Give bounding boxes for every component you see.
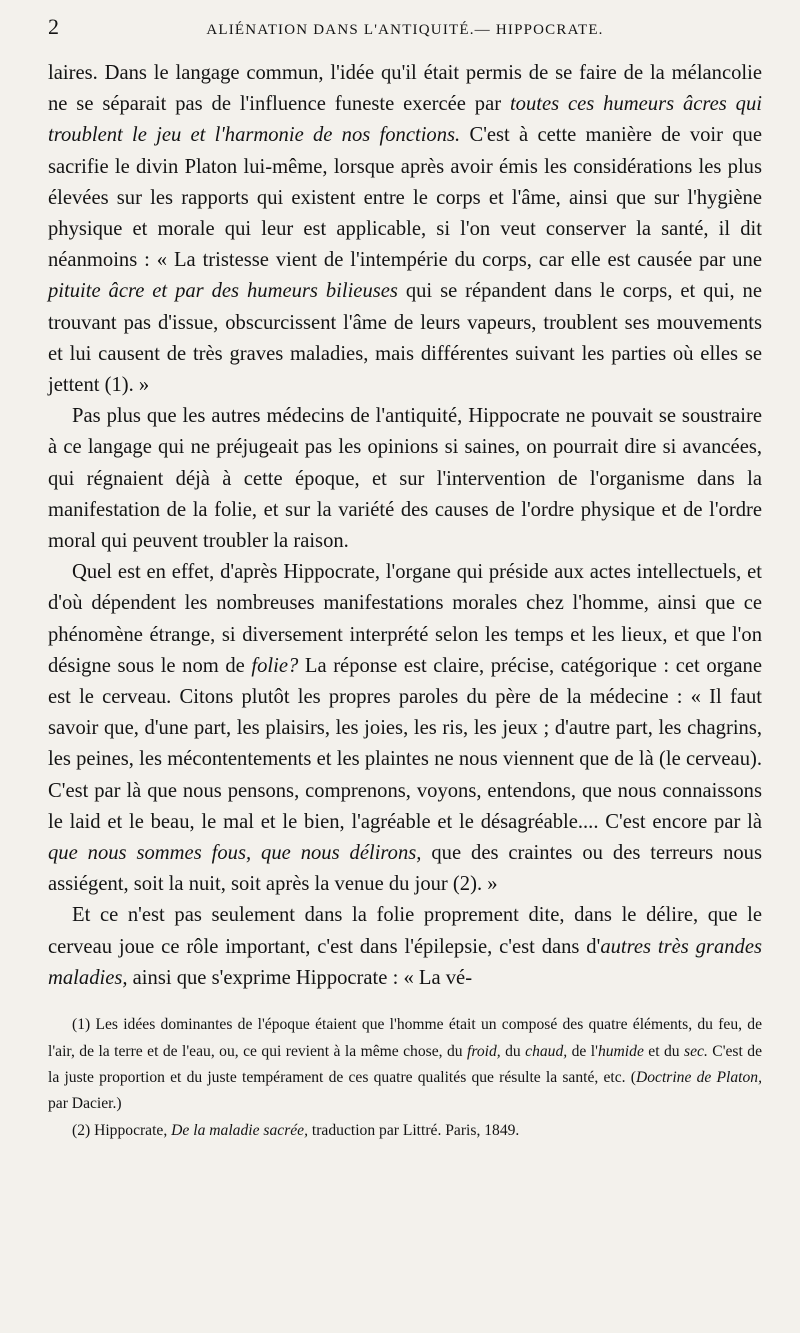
italic-text: que nous sommes fous, que nous délirons, <box>48 842 422 865</box>
italic-text: sec. <box>684 1042 708 1060</box>
footnote <box>48 1118 762 1144</box>
italic-text: pituite âcre et par des humeurs bilieuses <box>48 280 398 303</box>
italic-text: folie? <box>251 654 299 677</box>
text-run: C'est à cette manière de voir que sacrifie le divin Platon lui-même, lorsque après avoir émis les considérations les plus élevées sur les rapports qui existent entre le corps et l'âme, ainsi que sur l'hygiène physique et morale qui leur est applicable, si l'on veut conserver la santé, il dit néanmoins : « La tristesse vient de l'intempérie du corps, car elle est causée par une <box>48 124 762 272</box>
text-run: ainsi que s'exprime Hippocrate : « La vé- <box>127 966 473 989</box>
page-number: 2 <box>48 14 59 39</box>
text-run: qui se répandent dans le corps, et qui, ne trouvant pas d'issue, obscurcissent l'âme de leurs vapeurs, troublent ses mouvements et lui causent de très graves maladies, mais différentes suivant les parties où elles se jettent (1). » <box>48 280 762 397</box>
text-run: de l' <box>567 1042 598 1060</box>
text-run: (2) Hippocrate, <box>72 1121 172 1139</box>
running-head: ALIÉNATION DANS L'ANTIQUITÉ.— HIPPOCRATE. <box>206 22 604 38</box>
text-run: du <box>500 1042 526 1060</box>
paragraph <box>48 557 762 900</box>
text-run: par Dacier.) <box>48 1095 122 1113</box>
text-run: et du <box>643 1042 685 1060</box>
italic-text: froid, <box>467 1042 501 1060</box>
text-run: que des craintes ou des terreurs nous assiégent, soit la nuit, soit après la venue du jour (2). » <box>48 842 762 896</box>
italic-text: chaud, <box>525 1042 568 1060</box>
paragraph <box>48 401 762 557</box>
italic-text: De la maladie sacrée, <box>171 1121 308 1139</box>
text-run: (1) Les idées dominantes de l'époque étaient que l'homme était un composé des quatre éléments, du feu, de l'air, de la terre et de l'eau, ou, ce qui revient à la même chose, du <box>48 1016 762 1060</box>
text-run: Et ce n'est pas seulement dans la folie proprement dite, dans le délire, que le cerveau joue ce rôle important, c'est dans l'épilepsie, c'est dans d' <box>48 904 762 958</box>
text-run: La réponse est claire, précise, catégorique : cet organe est le cerveau. Citons plutôt les propres paroles du père de la médecine : « Il faut savoir que, d'une part, les plaisirs, les joies, les ris, les jeux ; d'autre part, les chagrins, les peines, les mécontentements et les plaintes ne nous viennent que de là (le cerveau). C'est par là que nous pensons, comprenons, voyons, entendons, que nous connaissons le laid et le beau, le mal et le bien, l'agréable et le désagréable.... C'est encore par là <box>48 654 762 833</box>
text-run: C'est de la juste proportion et du juste tempérament de ces quatre qualités que résulte la santé, etc. ( <box>48 1042 763 1086</box>
italic-text: humide <box>597 1042 644 1060</box>
paragraph <box>48 58 762 401</box>
footnote <box>48 1012 762 1118</box>
italic-text: autres très grandes maladies, <box>48 935 762 989</box>
italic-text: Doctrine de Platon, <box>635 1068 762 1086</box>
italic-text: toutes ces humeurs âcres qui troublent le jeu et l'harmonie de nos fonctions. <box>48 93 762 147</box>
paragraph <box>48 900 762 994</box>
page-header <box>48 14 762 44</box>
text-run: traduction par Littré. Paris, 1849. <box>308 1121 520 1139</box>
text-run: laires. Dans le langage commun, l'idée qu'il était permis de se faire de la mélancolie ne se séparait pas de l'influence funeste exercée par <box>48 62 762 116</box>
text-run: Quel est en effet, d'après Hippocrate, l'organe qui préside aux actes intellectuels, et d'où dépendent les nombreuses manifestations morales chez l'homme, ainsi que ce phénomène étrange, si diversement interprété selon les temps et les lieux, et que l'on désigne sous le nom de <box>48 561 762 677</box>
main-text <box>48 58 762 994</box>
text-run: Pas plus que les autres médecins de l'antiquité, Hippocrate ne pouvait se soustraire à ce langage qui ne préjugeait pas les opinions si saines, on pourrait dire si avancées, qui régnaient déjà à cette époque, et sur l'intervention de l'organisme dans la manifestation de la folie, et sur la variété des causes de l'ordre physique et de l'ordre moral qui peuvent troubler la raison. <box>48 405 762 553</box>
footnotes <box>48 1012 762 1144</box>
